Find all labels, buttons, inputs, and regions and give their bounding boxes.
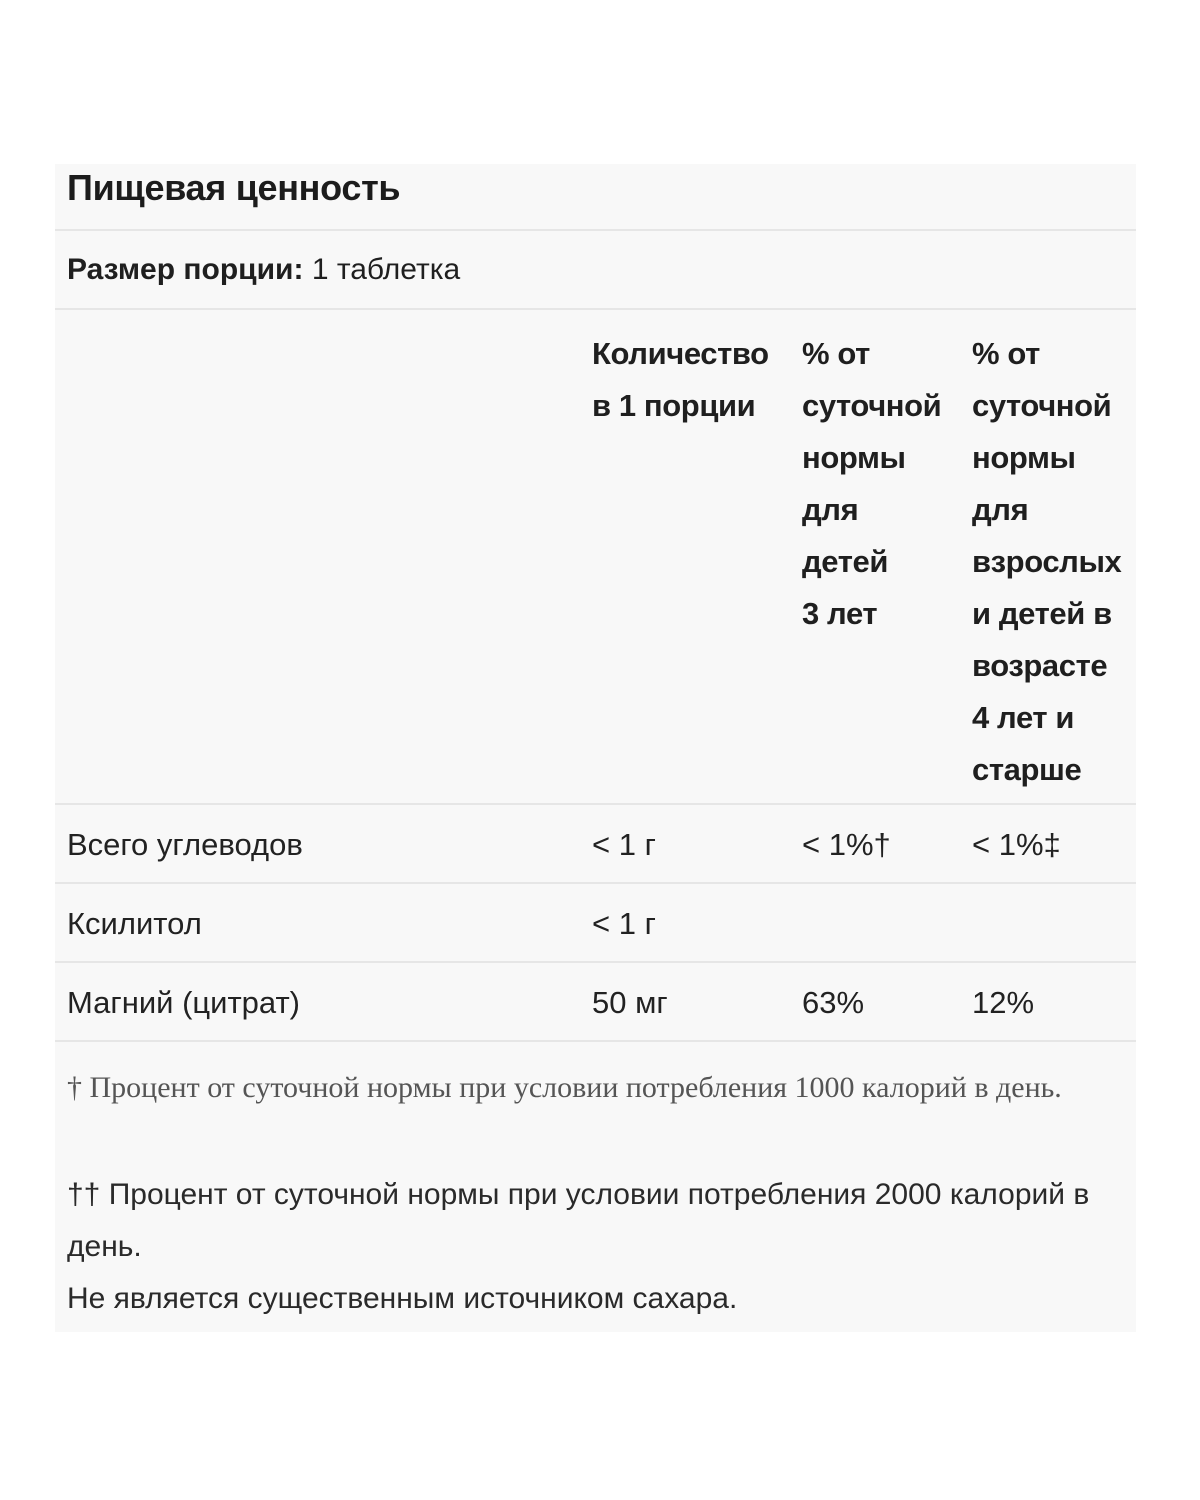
nutrient-amount: 50 мг [592,985,668,1020]
header-amount-per-serving [592,328,792,432]
nutrient-name: Всего углеводов [67,827,303,862]
header-line: для [972,492,1029,527]
page-title: Пищевая ценность [67,167,401,208]
header-line: и детей в [972,596,1112,631]
header-line: старше [972,752,1082,787]
header-line: % от [972,336,1040,371]
nutrient-name: Ксилитол [67,906,202,941]
table-row [55,963,1136,1042]
table-row [55,805,1136,884]
table-header-row [55,310,1136,805]
header-line: детей [802,544,888,579]
header-line: 3 лет [802,596,878,631]
header-daily-value-adults [972,328,1132,796]
nutrient-dv-kids: < 1%† [802,827,891,862]
header-line: суточной [972,388,1112,423]
header-line: % от [802,336,870,371]
nutrient-amount: < 1 г [592,906,656,941]
nutrient-dv-adults: 12% [972,985,1035,1020]
header-line: возрасте [972,648,1108,683]
nutrient-dv-kids: 63% [802,985,865,1020]
header-line: нормы [802,440,906,475]
serving-size-label: Размер порции: [67,253,304,286]
footnote-sugar: Не является существенным источником сахара. [67,1282,738,1315]
header-line: взрослых [972,544,1122,579]
header-line: 4 лет и [972,700,1075,735]
nutrient-dv-adults: < 1%‡ [972,827,1061,862]
table-row [55,884,1136,963]
footnote-1000-calories: † Процент от суточной нормы при условии потребления 1000 калорий в день. [67,1071,1062,1104]
nutrient-name: Магний (цитрат) [67,985,300,1020]
title-row [55,164,1136,231]
nutrient-amount: < 1 г [592,827,656,862]
header-line: в 1 порции [592,388,756,423]
header-line: суточной [802,388,942,423]
serving-size [67,251,460,289]
footnote-2000-calories: †† Процент от суточной нормы при условии потребления 2000 калорий в день. [67,1178,1090,1263]
header-line: нормы [972,440,1076,475]
serving-size-value: 1 таблетка [311,253,461,286]
header-line: Количество [592,336,769,371]
nutrition-facts-panel [55,164,1136,1332]
header-daily-value-kids [802,328,962,640]
header-line: для [802,492,859,527]
serving-size-row [55,231,1136,310]
